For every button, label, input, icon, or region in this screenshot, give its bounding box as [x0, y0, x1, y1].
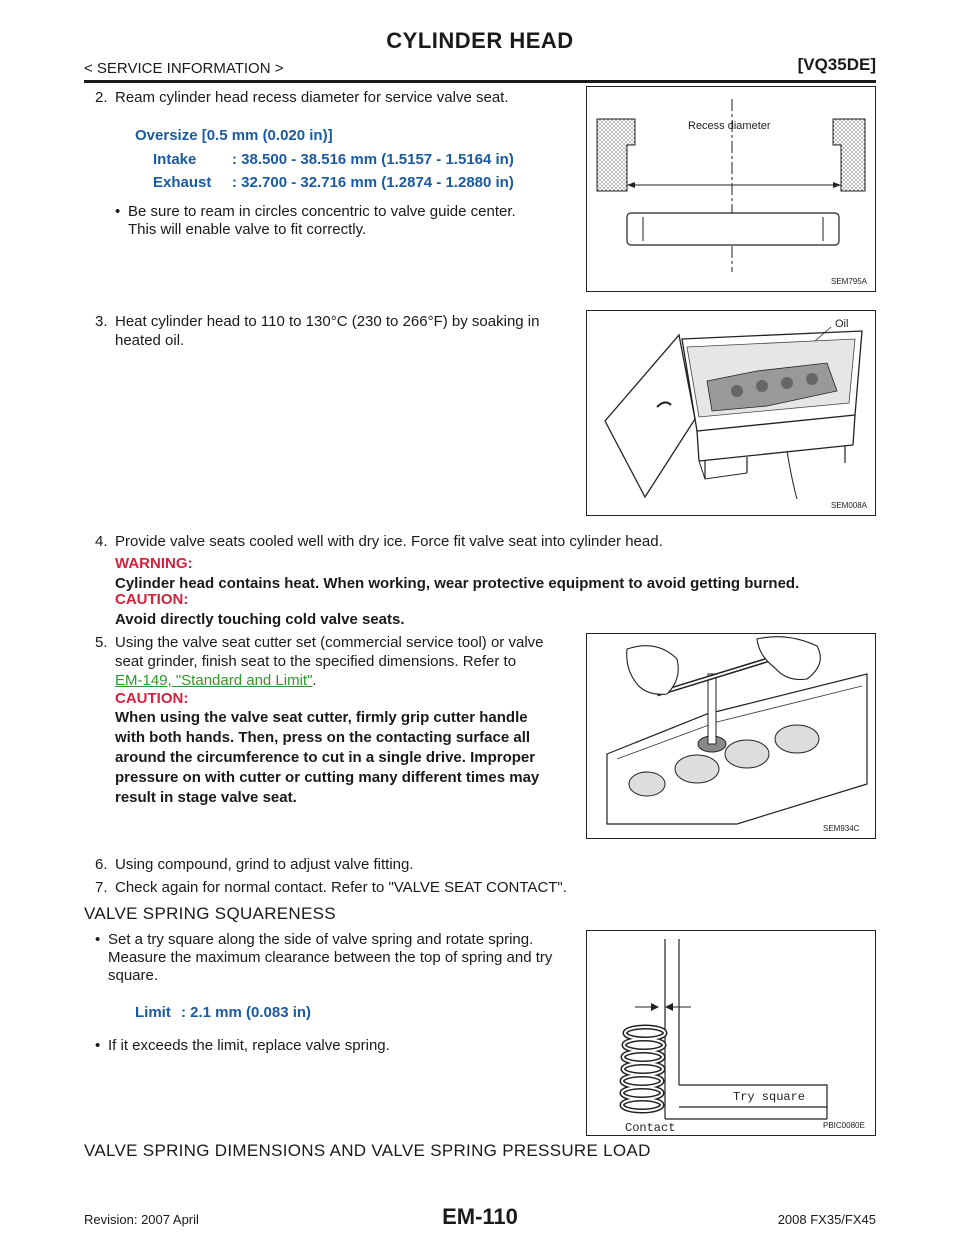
figure-label-try-square: Try square [733, 1090, 806, 1104]
step-2-bullet-line1: Be sure to ream in circles concentric to valve guide center. [128, 203, 516, 220]
link-standard-and-limit[interactable]: EM-149, "Standard and Limit" [115, 672, 313, 689]
spec-exhaust-label: Exhaust [153, 174, 212, 191]
caution-2-line4: pressure on with cutter or cutting many different times may [115, 769, 540, 786]
step-6-text: Using compound, grind to adjust valve fitting. [115, 856, 414, 873]
caution-2-line2: with both hands. Then, press on the contacting surface all [115, 729, 531, 746]
step-3-line1: Heat cylinder head to 110 to 130°C (230 to 266°F) by soaking in [115, 313, 540, 330]
caution-2-line5: result in stage valve seat. [115, 789, 297, 806]
page-title: CYLINDER HEAD [386, 28, 574, 53]
engine-code: [VQ35DE] [797, 55, 876, 74]
footer-model: 2008 FX35/FX45 [777, 1212, 876, 1227]
bullet-dot: • [95, 931, 101, 948]
limit-value: : 2.1 mm (0.083 in) [181, 1004, 312, 1021]
figure-recess-diameter [586, 86, 876, 292]
page-number: EM-110 [442, 1204, 518, 1229]
squareness-bullet1-line1: Set a try square along the side of valve spring and rotate spring. [108, 931, 534, 948]
caution-label-1: CAUTION: [115, 591, 189, 608]
section-heading-dimensions: VALVE SPRING DIMENSIONS AND VALVE SPRING PRESSURE LOAD [84, 1141, 651, 1160]
caution-text-1: Avoid directly touching cold valve seats. [115, 611, 405, 628]
caution-2-line1: When using the valve seat cutter, firmly grip cutter handle [115, 709, 528, 726]
spec-intake-value: : 38.500 - 38.516 mm (1.5157 - 1.5164 in) [232, 151, 514, 168]
header-divider [84, 80, 876, 83]
step-5-link-line [115, 671, 317, 691]
figure-try-square [586, 930, 876, 1136]
figure-valve-seat-cutter [586, 633, 876, 839]
squareness-bullet1-line3: square. [108, 967, 159, 984]
spec-exhaust-value: : 32.700 - 32.716 mm (1.2874 - 1.2880 in) [232, 174, 514, 191]
spec-oversize-title: Oversize [0.5 mm (0.020 in)] [135, 127, 333, 144]
step-5-line2: seat grinder, finish seat to the specified dimensions. Refer to [115, 653, 517, 670]
figure-code-3: SEM934C [823, 824, 860, 833]
limit-label: Limit [135, 1004, 171, 1021]
spec-intake-label: Intake [153, 151, 197, 168]
step-7-number: 7. [95, 879, 108, 896]
step-2-text: Ream cylinder head recess diameter for service valve seat. [115, 89, 509, 106]
step-5-line1: Using the valve seat cutter set (commercial service tool) or valve [115, 634, 544, 651]
figure-code-2: SEM008A [831, 501, 868, 510]
step-3-number: 3. [95, 313, 108, 330]
figure-label-contact: Contact [625, 1121, 676, 1135]
step-5-number: 5. [95, 634, 108, 651]
figure-label-oil: Oil [835, 318, 849, 330]
caution-label-2: CAUTION: [115, 690, 189, 707]
warning-text: Cylinder head contains heat. When working, wear protective equipment to avoid getting burned. [115, 575, 800, 592]
step-3-line2: heated oil. [115, 332, 185, 349]
figure-code-4: PBIC0080E [823, 1121, 865, 1130]
step-4-text: Provide valve seats cooled well with dry ice. Force fit valve seat into cylinder head. [115, 533, 663, 550]
bullet-dot: • [95, 1037, 101, 1054]
step-2-number: 2. [95, 89, 108, 106]
footer-revision: Revision: 2007 April [84, 1212, 199, 1227]
squareness-bullet2: If it exceeds the limit, replace valve spring. [108, 1037, 390, 1054]
figure-oil-bath [586, 310, 876, 516]
bullet-dot: • [115, 203, 121, 220]
warning-label: WARNING: [115, 555, 193, 572]
caution-2-line3: around the circumference to cut in a single drive. Improper [115, 749, 536, 766]
section-heading-squareness: VALVE SPRING SQUARENESS [84, 904, 336, 923]
section-breadcrumb: < SERVICE INFORMATION > [84, 60, 284, 77]
step-6-number: 6. [95, 856, 108, 873]
figure-label-recess: Recess diameter [688, 120, 771, 132]
step-7-text: Check again for normal contact. Refer to "VALVE SEAT CONTACT". [115, 879, 567, 896]
squareness-bullet1-line2: Measure the maximum clearance between the top of spring and try [108, 949, 553, 966]
figure-code-1: SEM795A [831, 277, 868, 286]
link-suffix: . [312, 672, 317, 689]
step-4-number: 4. [95, 533, 108, 550]
step-2-bullet-line2: This will enable valve to fit correctly. [128, 221, 367, 238]
